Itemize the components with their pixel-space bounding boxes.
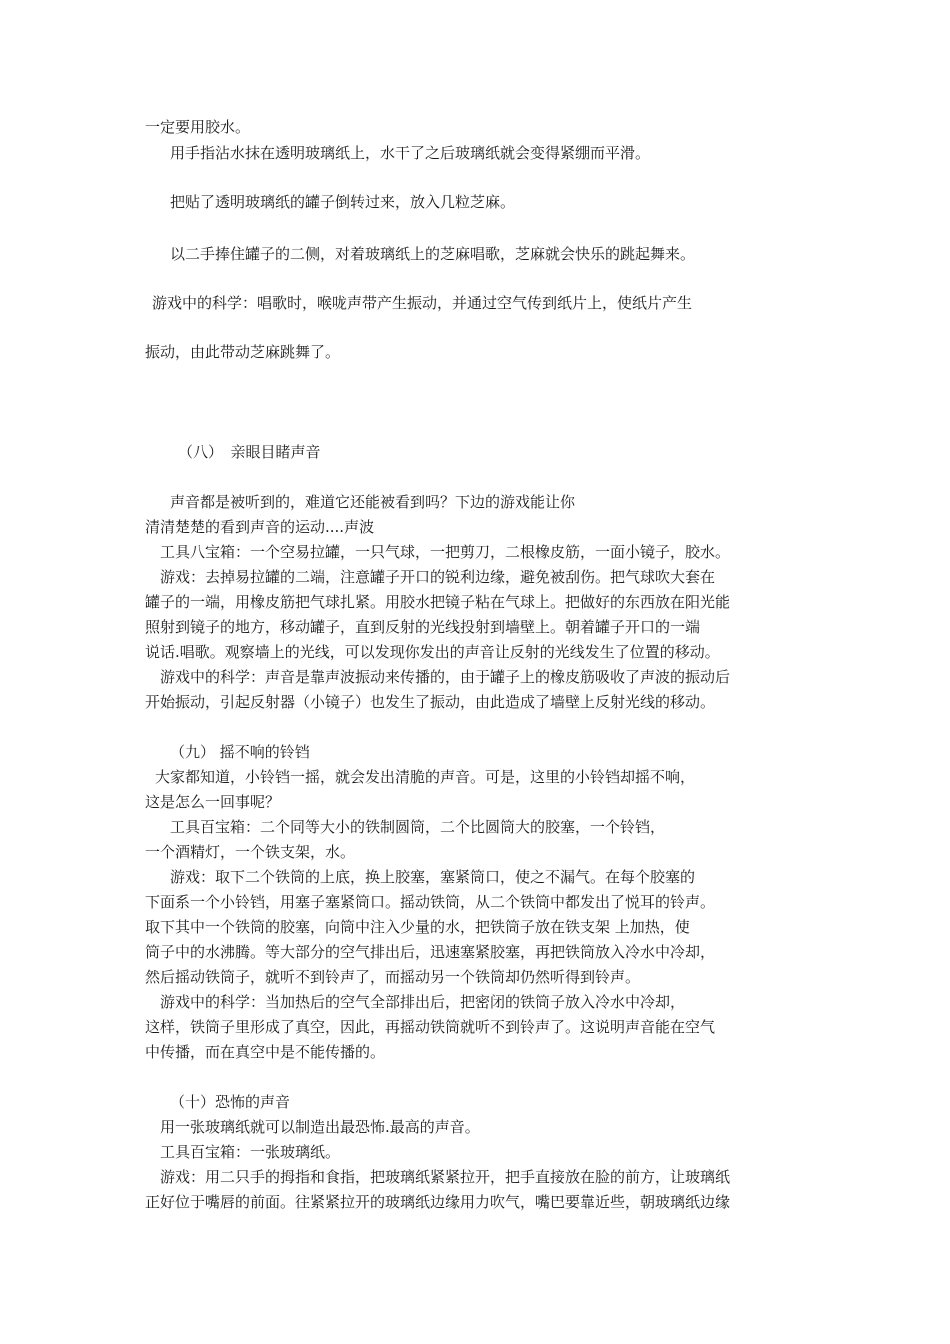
text-line: 声音都是被听到的，难道它还能被看到吗？下边的游戏能让你 [170, 493, 576, 511]
section-heading: （八） 亲眼目睹声音 [178, 443, 321, 461]
text-line: 工具八宝箱：一个空易拉罐，一只气球，一把剪刀，二根橡皮筋，一面小镜子，胶水。 [160, 543, 731, 561]
text-line: 以二手捧住罐子的二侧，对着玻璃纸上的芝麻唱歌，芝麻就会快乐的跳起舞来。 [170, 245, 696, 263]
text-line: 工具百宝箱：二个同等大小的铁制圆筒，二个比圆筒大的胶塞，一个铃铛， [170, 818, 666, 836]
text-line: 一定要用胶水。 [145, 118, 251, 136]
text-line: 罐子的一端，用橡皮筋把气球扎紧。用胶水把镜子粘在气球上。把做好的东西放在阳光能 [145, 593, 731, 611]
text-line: 说话.唱歌。观察墙上的光线，可以发现你发出的声音让反射的光线发生了位置的移动。 [145, 643, 720, 661]
text-line: 照射到镜子的地方，移动罐子，直到反射的光线投射到墙壁上。朝着罐子开口的一端 [145, 618, 701, 636]
text-line: 然后摇动铁筒子，就听不到铃声了，而摇动另一个铁筒却仍然听得到铃声。 [145, 968, 641, 986]
text-line: 振动，由此带动芝麻跳舞了。 [145, 343, 341, 361]
text-line: 游戏：用二只手的拇指和食指，把玻璃纸紧紧拉开，把手直接放在脸的前方，让玻璃纸 [160, 1168, 731, 1186]
text-line: 游戏中的科学：当加热后的空气全部排出后，把密闭的铁筒子放入冷水中冷却， [160, 993, 686, 1011]
text-line: 一个酒精灯，一个铁支架，水。 [145, 843, 356, 861]
text-line: 清清楚楚的看到声音的运动....声波 [145, 518, 375, 536]
text-line: 工具百宝箱：一张玻璃纸。 [160, 1143, 341, 1161]
text-line: 把贴了透明玻璃纸的罐子倒转过来，放入几粒芝麻。 [170, 193, 516, 211]
text-line: 正好位于嘴唇的前面。往紧紧拉开的玻璃纸边缘用力吹气，嘴巴要靠近些，朝玻璃纸边缘 [145, 1193, 731, 1211]
section-heading: （十）恐怖的声音 [170, 1093, 291, 1111]
section-heading: （九） 摇不响的铃铛 [170, 743, 310, 761]
text-line: 中传播，而在真空中是不能传播的。 [145, 1043, 386, 1061]
text-line: 下面系一个小铃铛，用塞子塞紧筒口。摇动铁筒，从二个铁筒中都发出了悦耳的铃声。 [145, 893, 716, 911]
text-line: 这样，铁筒子里形成了真空，因此，再摇动铁筒就听不到铃声了。这说明声音能在空气 [145, 1018, 716, 1036]
text-line: 开始振动，引起反射器（小镜子）也发生了振动，由此造成了墙壁上反射光线的移动。 [145, 693, 716, 711]
text-line: 用手指沾水抹在透明玻璃纸上，水干了之后玻璃纸就会变得紧绷而平滑。 [170, 144, 651, 162]
text-line: 取下其中一个铁筒的胶塞，向筒中注入少量的水，把铁筒子放在铁支架 上加热，使 [145, 918, 690, 936]
text-line: 游戏中的科学：唱歌时，喉咙声带产生振动，并通过空气传到纸片上，使纸片产生 [152, 294, 693, 312]
text-line: 筒子中的水沸腾。等大部分的空气排出后，迅速塞紧胶塞，再把铁筒放入冷水中冷却， [145, 943, 716, 961]
text-line: 游戏中的科学：声音是靠声波振动来传播的，由于罐子上的橡皮筋吸收了声波的振动后 [160, 668, 731, 686]
text-line: 游戏：取下二个铁筒的上底，换上胶塞，塞紧筒口，使之不漏气。在每个胶塞的 [170, 868, 696, 886]
text-line: 游戏：去掉易拉罐的二端，注意罐子开口的锐利边缘，避免被刮伤。把气球吹大套在 [160, 568, 716, 586]
text-line: 大家都知道，小铃铛一摇，就会发出清脆的声音。可是，这里的小铃铛却摇不响， [155, 768, 696, 786]
text-line: 用一张玻璃纸就可以制造出最恐怖.最高的声音。 [160, 1118, 480, 1136]
text-line: 这是怎么一回事呢？ [145, 793, 281, 811]
